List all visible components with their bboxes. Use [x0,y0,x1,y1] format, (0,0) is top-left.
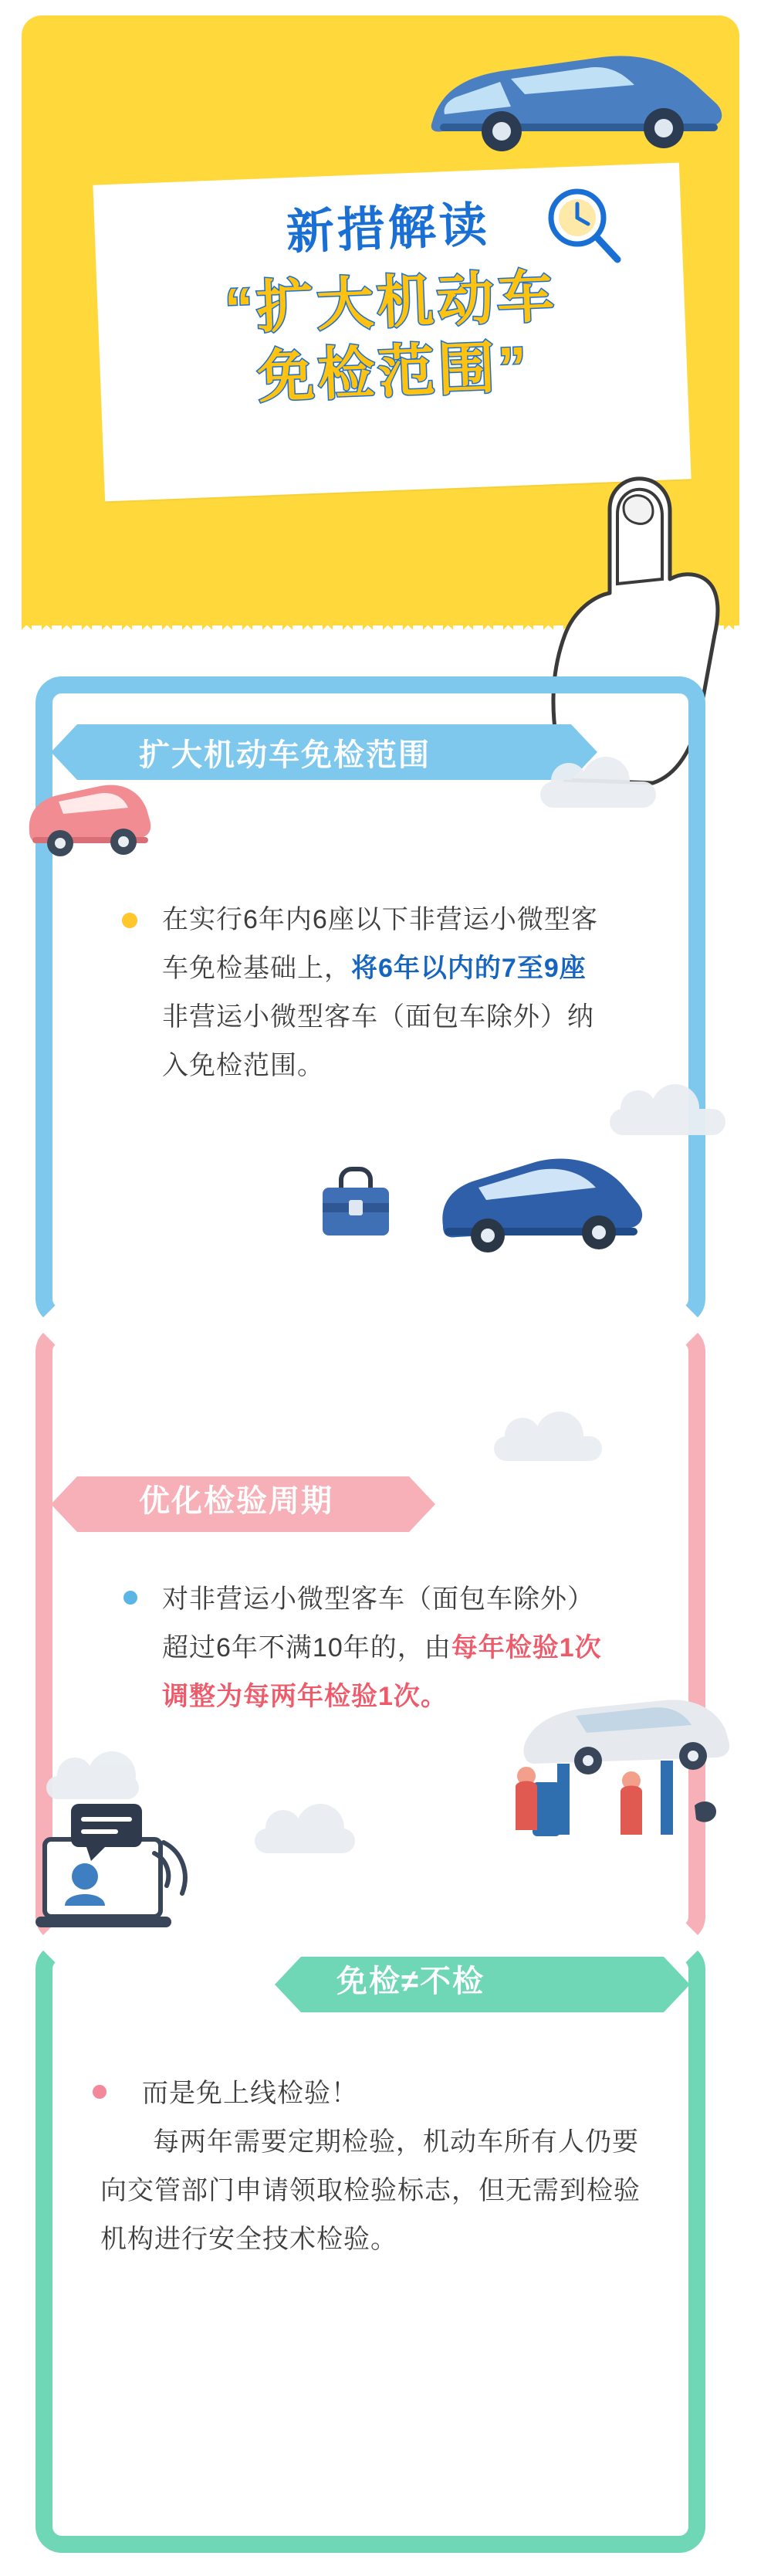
cloud-icon [610,1109,725,1135]
briefcase-icon [306,1157,406,1257]
exempt-line2: 每两年需要定期检验，机动车所有人仍要向交管部门申请领取检验标志，但无需到检验机构进行安全技术检验。 [100,2127,641,2254]
page-subtitle-line1: “扩大机动车 [223,263,559,341]
magnifier-icon [540,184,625,269]
section-expand-scope-title: 扩大机动车免检范围 [139,737,431,772]
section-exempt-body [100,2069,656,2264]
optimize-text-part1: 对非营运小微型客车（面包车除外）超过6年不满10年的，由 [162,1585,594,1663]
blue-car-top-icon [409,31,733,162]
expand-text-part1: 在实行6年内6座以下非营运小微型客车免检基础上， [162,905,598,983]
pink-car-icon [15,757,162,873]
section-exempt-title: 免检≠不检 [336,1964,485,1998]
cloud-icon [46,1776,139,1799]
section-optimize-cycle-title: 优化检验周期 [139,1484,333,1518]
cloud-icon [255,1829,355,1853]
expand-text-highlight: 将6年以内的7至9座 [351,953,587,983]
page-title: 新措解读 [285,198,492,260]
optimize-text-highlight: 每年检验1次调整为每两年检验1次。 [162,1632,602,1711]
page-subtitle [96,257,688,419]
laptop-online-service-icon [31,1799,208,1946]
expand-text-part3: 非营运小微型客车（面包车除外）纳入免检范围。 [162,1002,594,1080]
section-optimize-cycle-banner [77,1476,409,1532]
page-subtitle-line2: 免检范围” [256,334,531,410]
section-exempt-banner [301,1957,664,2012]
cloud-icon [540,781,656,808]
bullet-dot-yellow [122,913,137,928]
section-expand-scope-body [162,896,610,1090]
garage-inspection-icon [502,1690,733,1867]
blue-minivan-icon [432,1146,656,1262]
bullet-dot-blue [123,1591,137,1605]
cloud-icon [494,1436,602,1461]
exempt-line1: 而是免上线检验！ [142,2079,358,2108]
